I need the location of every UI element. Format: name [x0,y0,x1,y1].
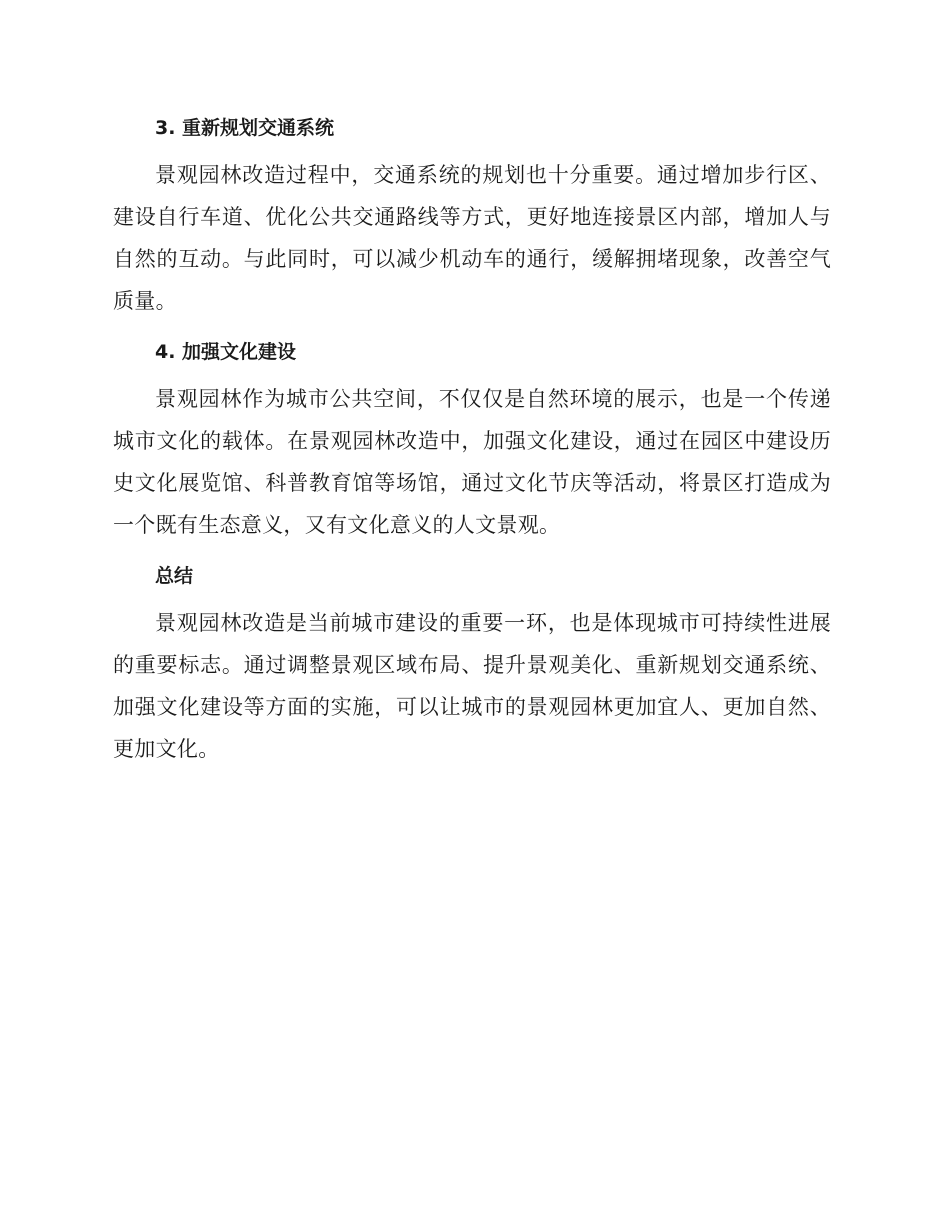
section-heading: 4. 加强文化建设 [155,341,297,363]
section-paragraph: 景观园林作为城市公共空间，不仅仅是自然环境的展示，也是一个传递城市文化的载体。在景观园林改造中，加强文化建设，通过在园区中建设历史文化展览馆、科普教育馆等场馆，通过文化节庆等活动，将景区打造成为一个既有生态意义，又有文化意义的人文景观。 [113,387,831,537]
document-page [113,108,831,780]
section-heading: 总结 [155,565,194,587]
section-paragraph: 景观园林改造是当前城市建设的重要一环，也是体现城市可持续性进展的重要标志。通过调整景观区域布局、提升景观美化、重新规划交通系统、加强文化建设等方面的实施，可以让城市的景观园林更加宜人、更加自然、更加文化。 [113,611,831,761]
section-culture [113,332,831,546]
section-paragraph: 景观园林改造过程中，交通系统的规划也十分重要。通过增加步行区、建设自行车道、优化公共交通路线等方式，更好地连接景区内部，增加人与自然的互动。与此同时，可以减少机动车的通行，缓解拥堵现象，改善空气质量。 [113,163,831,313]
section-heading: 3. 重新规划交通系统 [155,117,335,139]
section-summary [113,556,831,770]
section-traffic [113,108,831,322]
